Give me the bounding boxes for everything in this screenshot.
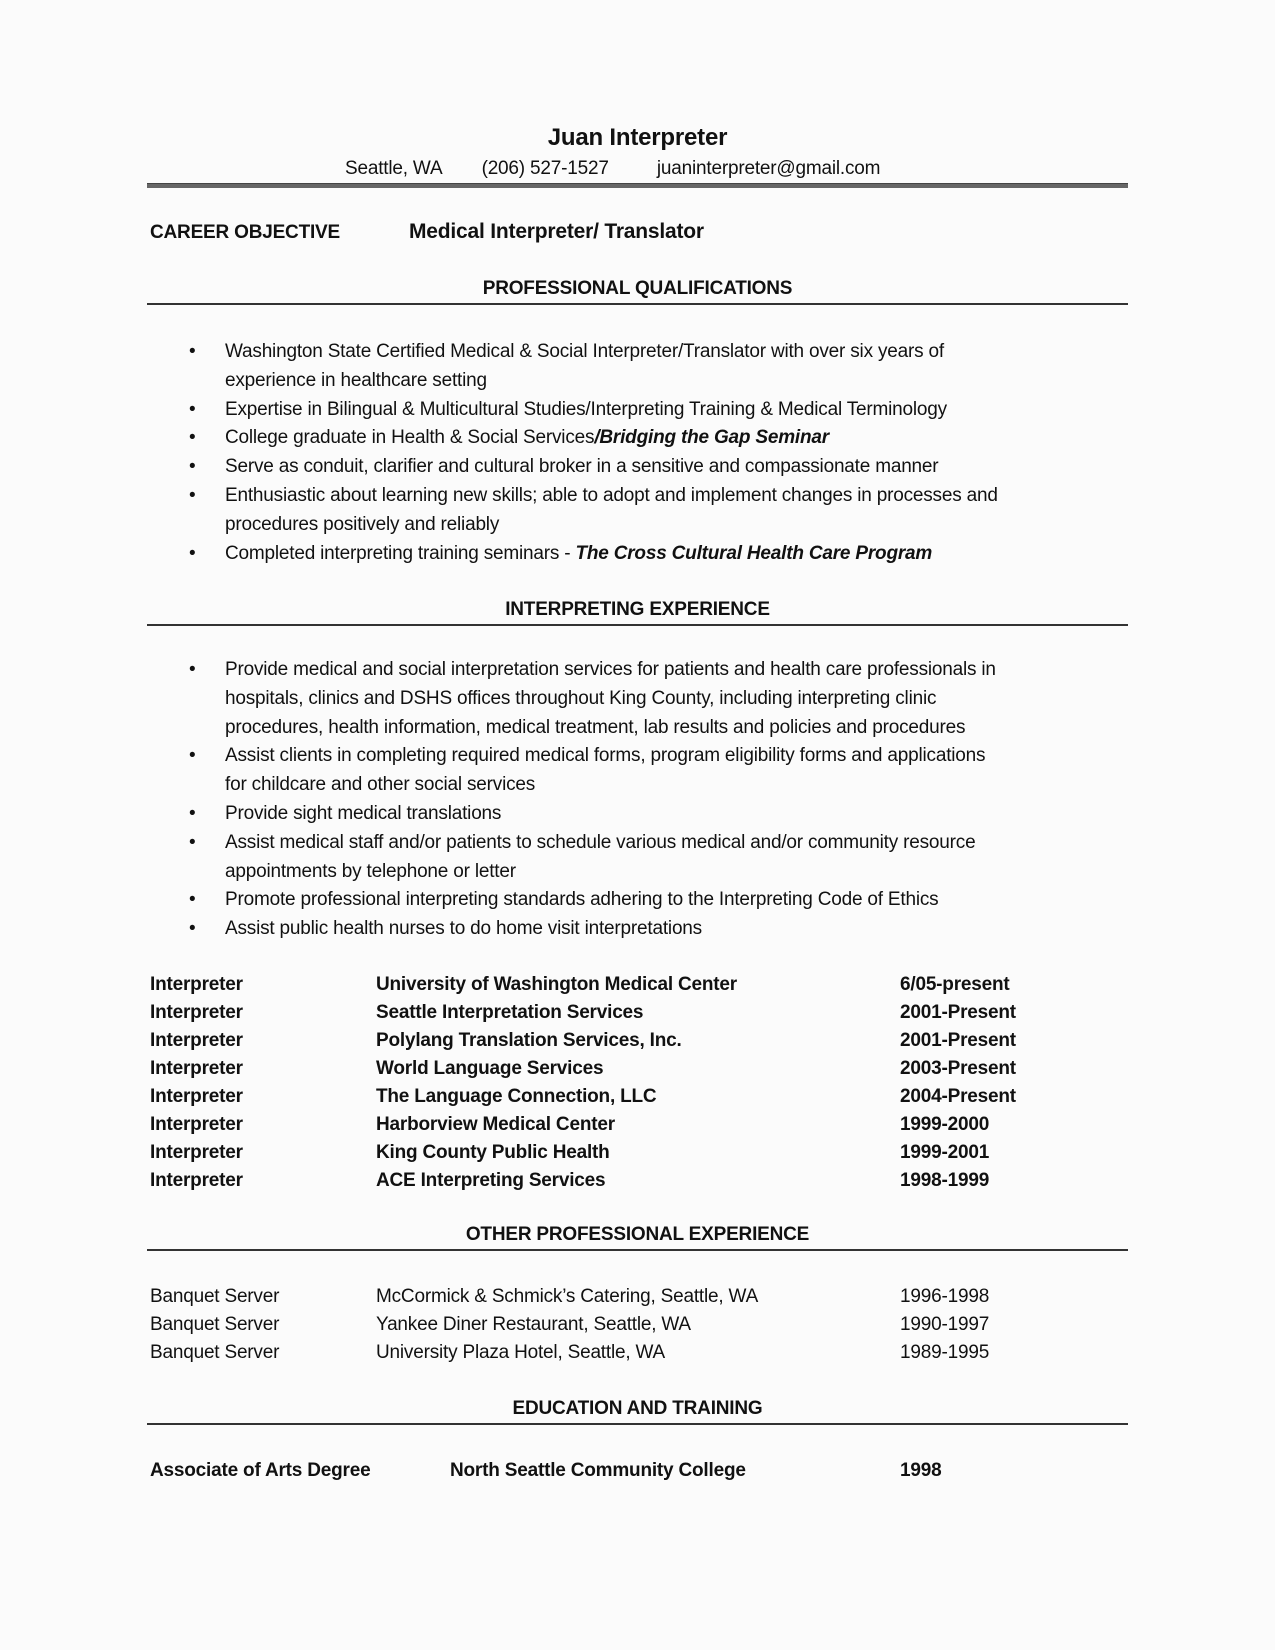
school: North Seattle Community College [450, 1460, 746, 1481]
bullet-icon: • [189, 542, 196, 564]
job-row [150, 974, 1130, 1002]
bullet-icon: • [189, 889, 196, 911]
list-item-text: College graduate in Health & Social Services [225, 427, 595, 449]
qualifications-list [189, 338, 1133, 568]
list-item [189, 656, 1133, 742]
list-item-text: Completed interpreting training seminars - [225, 542, 576, 564]
bullet-icon: • [189, 802, 196, 824]
job-dates: 2001-Present [900, 1002, 1016, 1023]
list-item [189, 424, 1133, 453]
list-item-text: Washington State Certified Medical & Social Interpreter/Translator with over six years of [225, 341, 944, 362]
list-item-text: Assist clients in completing required medical forms, program eligibility forms and applications [225, 745, 986, 767]
job-dates: 2004-Present [900, 1086, 1016, 1107]
education-heading: EDUCATION AND TRAINING [512, 1398, 763, 1419]
bullet-icon: • [189, 484, 196, 506]
header-divider [147, 183, 1128, 188]
city: Seattle, WA [345, 158, 442, 179]
list-item [189, 829, 1133, 887]
job-title: Interpreter [150, 1058, 243, 1079]
job-dates: 6/05-present [900, 974, 1010, 995]
qualifications-heading: PROFESSIONAL QUALIFICATIONS [482, 278, 793, 299]
list-item [189, 338, 1133, 396]
list-item-text: procedures positively and reliably [225, 513, 500, 535]
job-title: Interpreter [150, 1030, 243, 1051]
job-row [150, 1342, 1130, 1370]
candidate-name: Juan Interpreter [547, 124, 728, 151]
bullet-icon: • [189, 341, 196, 362]
bullet-icon: • [189, 456, 196, 478]
job-row [150, 1314, 1130, 1342]
job-org: Yankee Diner Restaurant, Seattle, WA [376, 1314, 691, 1335]
job-org: World Language Services [376, 1058, 604, 1079]
job-org: University of Washington Medical Center [376, 974, 737, 995]
career-objective-label: CAREER OBJECTIVE [150, 222, 341, 243]
list-item [189, 742, 1133, 800]
job-title: Interpreter [150, 1114, 243, 1135]
list-item [189, 453, 1133, 482]
job-org: The Language Connection, LLC [376, 1086, 657, 1107]
list-item-text: procedures, health information, medical treatment, lab results and policies and procedures [225, 716, 966, 738]
job-dates: 1989-1995 [900, 1342, 990, 1363]
section-divider [147, 624, 1128, 626]
job-org: Polylang Translation Services, Inc. [376, 1030, 682, 1051]
bullet-icon: • [189, 427, 196, 449]
list-item-text: Promote professional interpreting standards adhering to the Interpreting Code of Ethics [225, 889, 939, 911]
job-org: Seattle Interpretation Services [376, 1002, 644, 1023]
section-divider [147, 1423, 1128, 1425]
job-row [150, 1170, 1130, 1198]
job-title: Interpreter [150, 1170, 243, 1191]
job-dates: 1999-2001 [900, 1142, 990, 1163]
bullet-icon: • [189, 918, 196, 940]
education-row [150, 1460, 1130, 1488]
job-org: University Plaza Hotel, Seattle, WA [376, 1342, 666, 1363]
job-row [150, 1114, 1130, 1142]
job-dates: 1996-1998 [900, 1286, 990, 1307]
job-row [150, 1030, 1130, 1058]
job-title: Interpreter [150, 974, 243, 995]
contact-line [345, 158, 880, 180]
list-item-emphasis: /Bridging the Gap Seminar [594, 427, 829, 449]
degree: Associate of Arts Degree [150, 1460, 371, 1481]
job-dates: 2001-Present [900, 1030, 1016, 1051]
job-dates: 1999-2000 [900, 1114, 990, 1135]
bullet-icon: • [189, 745, 196, 767]
list-item [189, 540, 1133, 569]
list-item-text: Provide medical and social interpretation services for patients and health care professionals in [225, 659, 996, 680]
job-title: Banquet Server [150, 1286, 280, 1307]
list-item-text: Assist medical staff and/or patients to schedule various medical and/or community resource [225, 831, 976, 853]
job-row [150, 1142, 1130, 1170]
job-title: Interpreter [150, 1002, 243, 1023]
job-title: Banquet Server [150, 1314, 280, 1335]
job-row [150, 1086, 1130, 1114]
email-link[interactable]: juaninterpreter@gmail.com [656, 158, 881, 179]
career-objective-value: Medical Interpreter/ Translator [409, 220, 704, 243]
list-item-text: Expertise in Bilingual & Multicultural Studies/Interpreting Training & Medical Terminology [225, 398, 947, 420]
list-item-text: Assist public health nurses to do home visit interpretations [225, 918, 702, 940]
list-item [189, 482, 1133, 540]
job-dates: 1990-1997 [900, 1314, 990, 1335]
job-org: McCormick & Schmick’s Catering, Seattle, WA [376, 1286, 759, 1307]
list-item-text: hospitals, clinics and DSHS offices throughout King County, including interpreting clinic [225, 687, 937, 709]
section-divider [147, 1249, 1128, 1251]
job-title: Interpreter [150, 1142, 243, 1163]
job-title: Banquet Server [150, 1342, 280, 1363]
job-org: King County Public Health [376, 1142, 610, 1163]
list-item-text: Serve as conduit, clarifier and cultural broker in a sensitive and compassionate manner [225, 456, 939, 478]
job-dates: 1998-1999 [900, 1170, 990, 1191]
bullet-icon: • [189, 659, 196, 680]
job-row [150, 1002, 1130, 1030]
experience-list [189, 656, 1133, 944]
job-title: Interpreter [150, 1086, 243, 1107]
other-experience-heading: OTHER PROFESSIONAL EXPERIENCE [465, 1224, 810, 1245]
job-org: Harborview Medical Center [376, 1114, 615, 1135]
job-row [150, 1286, 1130, 1314]
list-item-text: experience in healthcare setting [225, 369, 487, 391]
list-item-text: Enthusiastic about learning new skills; able to adopt and implement changes in processes and [225, 484, 998, 506]
list-item [189, 800, 1133, 829]
list-item-text: for childcare and other social services [225, 774, 536, 796]
list-item-emphasis: The Cross Cultural Health Care Program [575, 542, 933, 564]
job-row [150, 1058, 1130, 1086]
list-item [189, 886, 1133, 915]
experience-heading: INTERPRETING EXPERIENCE [505, 599, 770, 620]
job-org: ACE Interpreting Services [376, 1170, 606, 1191]
list-item [189, 915, 1133, 944]
list-item-text: Provide sight medical translations [225, 802, 502, 824]
list-item [189, 396, 1133, 425]
list-item-text: appointments by telephone or letter [225, 860, 516, 882]
section-divider [147, 303, 1128, 305]
year: 1998 [900, 1460, 942, 1481]
bullet-icon: • [189, 831, 196, 853]
phone: (206) 527-1527 [481, 158, 609, 179]
job-dates: 2003-Present [900, 1058, 1016, 1079]
bullet-icon: • [189, 398, 196, 420]
